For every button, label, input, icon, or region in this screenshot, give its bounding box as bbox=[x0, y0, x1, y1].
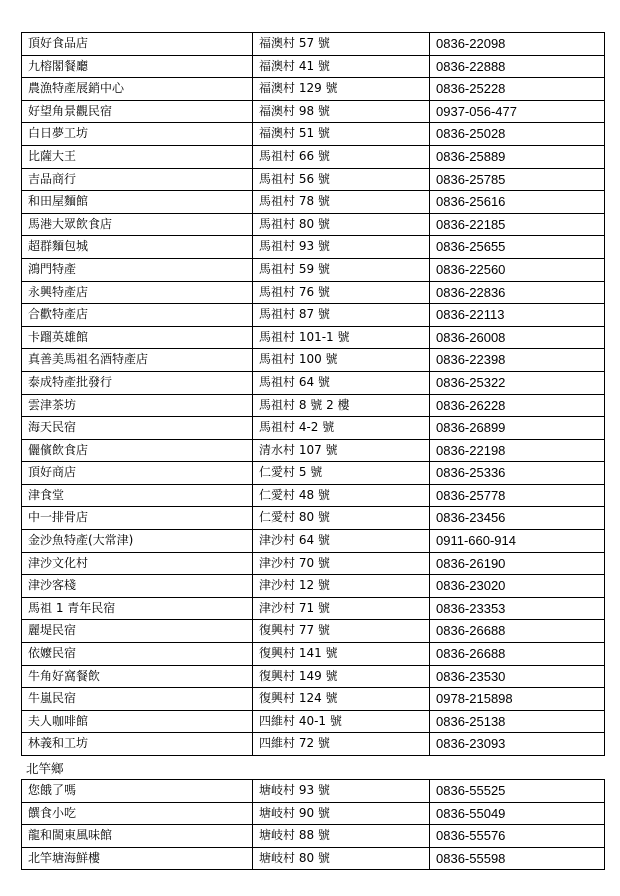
address-cell: 馬祖村 4-2 號 bbox=[253, 417, 430, 440]
phone-cell: 0836-26688 bbox=[430, 643, 605, 666]
shop-name-cell: 夫人咖啡館 bbox=[22, 710, 253, 733]
address-cell: 馬祖村 64 號 bbox=[253, 371, 430, 394]
address-cell: 福澳村 51 號 bbox=[253, 123, 430, 146]
phone-cell: 0836-25028 bbox=[430, 123, 605, 146]
table-row bbox=[22, 304, 605, 327]
shop-name-cell: 超群麵包城 bbox=[22, 236, 253, 259]
phone-cell: 0836-22398 bbox=[430, 349, 605, 372]
address-cell: 津沙村 12 號 bbox=[253, 575, 430, 598]
shop-name-cell: 和田屋麵館 bbox=[22, 191, 253, 214]
shop-name-cell: 真善美馬祖名酒特產店 bbox=[22, 349, 253, 372]
table-row bbox=[22, 710, 605, 733]
shop-name-cell: 好望角景觀民宿 bbox=[22, 100, 253, 123]
table-row bbox=[22, 100, 605, 123]
phone-cell: 0836-23353 bbox=[430, 597, 605, 620]
phone-cell: 0836-25138 bbox=[430, 710, 605, 733]
table-row bbox=[22, 168, 605, 191]
shop-name-cell: 卡蹓英雄館 bbox=[22, 326, 253, 349]
table-row bbox=[22, 371, 605, 394]
address-cell: 復興村 77 號 bbox=[253, 620, 430, 643]
table-row bbox=[22, 326, 605, 349]
shop-name-cell: 依嬤民宿 bbox=[22, 643, 253, 666]
table-row bbox=[22, 733, 605, 756]
merchant-table-body bbox=[22, 33, 605, 756]
phone-cell: 0836-26008 bbox=[430, 326, 605, 349]
shop-name-cell: 農漁特產展銷中心 bbox=[22, 78, 253, 101]
merchant-table-body bbox=[22, 780, 605, 870]
shop-name-cell: 饌食小吃 bbox=[22, 802, 253, 825]
phone-cell: 0836-55598 bbox=[430, 847, 605, 870]
shop-name-cell: 中一排骨店 bbox=[22, 507, 253, 530]
table-row bbox=[22, 665, 605, 688]
address-cell: 馬祖村 78 號 bbox=[253, 191, 430, 214]
phone-cell: 0836-26899 bbox=[430, 417, 605, 440]
table-row bbox=[22, 802, 605, 825]
address-cell: 馬祖村 59 號 bbox=[253, 258, 430, 281]
phone-cell: 0978-215898 bbox=[430, 688, 605, 711]
table-row bbox=[22, 394, 605, 417]
table-row bbox=[22, 825, 605, 848]
shop-name-cell: 津沙客棧 bbox=[22, 575, 253, 598]
phone-cell: 0911-660-914 bbox=[430, 530, 605, 553]
shop-name-cell: 鴻門特產 bbox=[22, 258, 253, 281]
address-cell: 復興村 149 號 bbox=[253, 665, 430, 688]
table-row bbox=[22, 484, 605, 507]
table-row bbox=[22, 78, 605, 101]
shop-name-cell: 比薩大王 bbox=[22, 145, 253, 168]
phone-cell: 0836-25616 bbox=[430, 191, 605, 214]
phone-cell: 0836-25228 bbox=[430, 78, 605, 101]
table-row bbox=[22, 847, 605, 870]
shop-name-cell: 牛角好窩餐飲 bbox=[22, 665, 253, 688]
table-row bbox=[22, 780, 605, 803]
table-row bbox=[22, 236, 605, 259]
table-row bbox=[22, 123, 605, 146]
phone-cell: 0836-55049 bbox=[430, 802, 605, 825]
address-cell: 塘岐村 90 號 bbox=[253, 802, 430, 825]
table-row bbox=[22, 643, 605, 666]
shop-name-cell: 海天民宿 bbox=[22, 417, 253, 440]
table-row bbox=[22, 417, 605, 440]
address-cell: 福澳村 57 號 bbox=[253, 33, 430, 56]
address-cell: 馬祖村 56 號 bbox=[253, 168, 430, 191]
phone-cell: 0836-22836 bbox=[430, 281, 605, 304]
table-row bbox=[22, 507, 605, 530]
table-row bbox=[22, 552, 605, 575]
address-cell: 塘岐村 88 號 bbox=[253, 825, 430, 848]
shop-name-cell: 龍和閩東風味館 bbox=[22, 825, 253, 848]
phone-cell: 0836-23530 bbox=[430, 665, 605, 688]
address-cell: 馬祖村 100 號 bbox=[253, 349, 430, 372]
address-cell: 福澳村 98 號 bbox=[253, 100, 430, 123]
address-cell: 塘岐村 80 號 bbox=[253, 847, 430, 870]
table-row bbox=[22, 145, 605, 168]
phone-cell: 0836-25778 bbox=[430, 484, 605, 507]
phone-cell: 0836-25889 bbox=[430, 145, 605, 168]
address-cell: 津沙村 71 號 bbox=[253, 597, 430, 620]
address-cell: 福澳村 41 號 bbox=[253, 55, 430, 78]
table-row bbox=[22, 281, 605, 304]
address-cell: 津沙村 70 號 bbox=[253, 552, 430, 575]
shop-name-cell: 津食堂 bbox=[22, 484, 253, 507]
table-row bbox=[22, 597, 605, 620]
merchant-table-beigan bbox=[21, 779, 605, 870]
table-row bbox=[22, 349, 605, 372]
phone-cell: 0836-55576 bbox=[430, 825, 605, 848]
shop-name-cell: 儷儐飲食店 bbox=[22, 439, 253, 462]
address-cell: 仁愛村 80 號 bbox=[253, 507, 430, 530]
address-cell: 馬祖村 93 號 bbox=[253, 236, 430, 259]
phone-cell: 0836-22198 bbox=[430, 439, 605, 462]
address-cell: 清水村 107 號 bbox=[253, 439, 430, 462]
address-cell: 四維村 72 號 bbox=[253, 733, 430, 756]
shop-name-cell: 合歡特產店 bbox=[22, 304, 253, 327]
table-row bbox=[22, 191, 605, 214]
phone-cell: 0836-22888 bbox=[430, 55, 605, 78]
shop-name-cell: 永興特產店 bbox=[22, 281, 253, 304]
address-cell: 塘岐村 93 號 bbox=[253, 780, 430, 803]
phone-cell: 0937-056-477 bbox=[430, 100, 605, 123]
shop-name-cell: 林義和工坊 bbox=[22, 733, 253, 756]
shop-name-cell: 北竿塘海鮮樓 bbox=[22, 847, 253, 870]
address-cell: 馬祖村 76 號 bbox=[253, 281, 430, 304]
phone-cell: 0836-23456 bbox=[430, 507, 605, 530]
address-cell: 馬祖村 87 號 bbox=[253, 304, 430, 327]
phone-cell: 0836-55525 bbox=[430, 780, 605, 803]
phone-cell: 0836-22560 bbox=[430, 258, 605, 281]
table-row bbox=[22, 688, 605, 711]
shop-name-cell: 金沙魚特產(大常津) bbox=[22, 530, 253, 553]
table-row bbox=[22, 258, 605, 281]
merchant-table-nangan bbox=[21, 32, 605, 756]
table-row bbox=[22, 439, 605, 462]
phone-cell: 0836-23020 bbox=[430, 575, 605, 598]
address-cell: 仁愛村 5 號 bbox=[253, 462, 430, 485]
address-cell: 復興村 124 號 bbox=[253, 688, 430, 711]
shop-name-cell: 九榕閣餐廳 bbox=[22, 55, 253, 78]
shop-name-cell: 頂好商店 bbox=[22, 462, 253, 485]
phone-cell: 0836-22113 bbox=[430, 304, 605, 327]
table-row bbox=[22, 213, 605, 236]
address-cell: 四維村 40-1 號 bbox=[253, 710, 430, 733]
shop-name-cell: 牛嵐民宿 bbox=[22, 688, 253, 711]
shop-name-cell: 馬祖 1 青年民宿 bbox=[22, 597, 253, 620]
phone-cell: 0836-22098 bbox=[430, 33, 605, 56]
address-cell: 馬祖村 80 號 bbox=[253, 213, 430, 236]
phone-cell: 0836-23093 bbox=[430, 733, 605, 756]
phone-cell: 0836-22185 bbox=[430, 213, 605, 236]
table-row bbox=[22, 530, 605, 553]
table-row bbox=[22, 575, 605, 598]
table-row bbox=[22, 620, 605, 643]
table-row bbox=[22, 33, 605, 56]
shop-name-cell: 頂好食品店 bbox=[22, 33, 253, 56]
phone-cell: 0836-25336 bbox=[430, 462, 605, 485]
address-cell: 馬祖村 8 號 2 樓 bbox=[253, 394, 430, 417]
address-cell: 福澳村 129 號 bbox=[253, 78, 430, 101]
address-cell: 馬祖村 66 號 bbox=[253, 145, 430, 168]
address-cell: 津沙村 64 號 bbox=[253, 530, 430, 553]
address-cell: 馬祖村 101-1 號 bbox=[253, 326, 430, 349]
phone-cell: 0836-25655 bbox=[430, 236, 605, 259]
table-row bbox=[22, 55, 605, 78]
shop-name-cell: 雲津茶坊 bbox=[22, 394, 253, 417]
address-cell: 仁愛村 48 號 bbox=[253, 484, 430, 507]
section-title-beigan: 北竿鄉 bbox=[26, 761, 64, 776]
phone-cell: 0836-26228 bbox=[430, 394, 605, 417]
address-cell: 復興村 141 號 bbox=[253, 643, 430, 666]
phone-cell: 0836-26190 bbox=[430, 552, 605, 575]
table-row bbox=[22, 462, 605, 485]
shop-name-cell: 您餓了嗎 bbox=[22, 780, 253, 803]
shop-name-cell: 泰成特產批發行 bbox=[22, 371, 253, 394]
shop-name-cell: 馬港大眾飲食店 bbox=[22, 213, 253, 236]
shop-name-cell: 吉品商行 bbox=[22, 168, 253, 191]
shop-name-cell: 麗堤民宿 bbox=[22, 620, 253, 643]
phone-cell: 0836-26688 bbox=[430, 620, 605, 643]
shop-name-cell: 白日夢工坊 bbox=[22, 123, 253, 146]
phone-cell: 0836-25785 bbox=[430, 168, 605, 191]
phone-cell: 0836-25322 bbox=[430, 371, 605, 394]
shop-name-cell: 津沙文化村 bbox=[22, 552, 253, 575]
